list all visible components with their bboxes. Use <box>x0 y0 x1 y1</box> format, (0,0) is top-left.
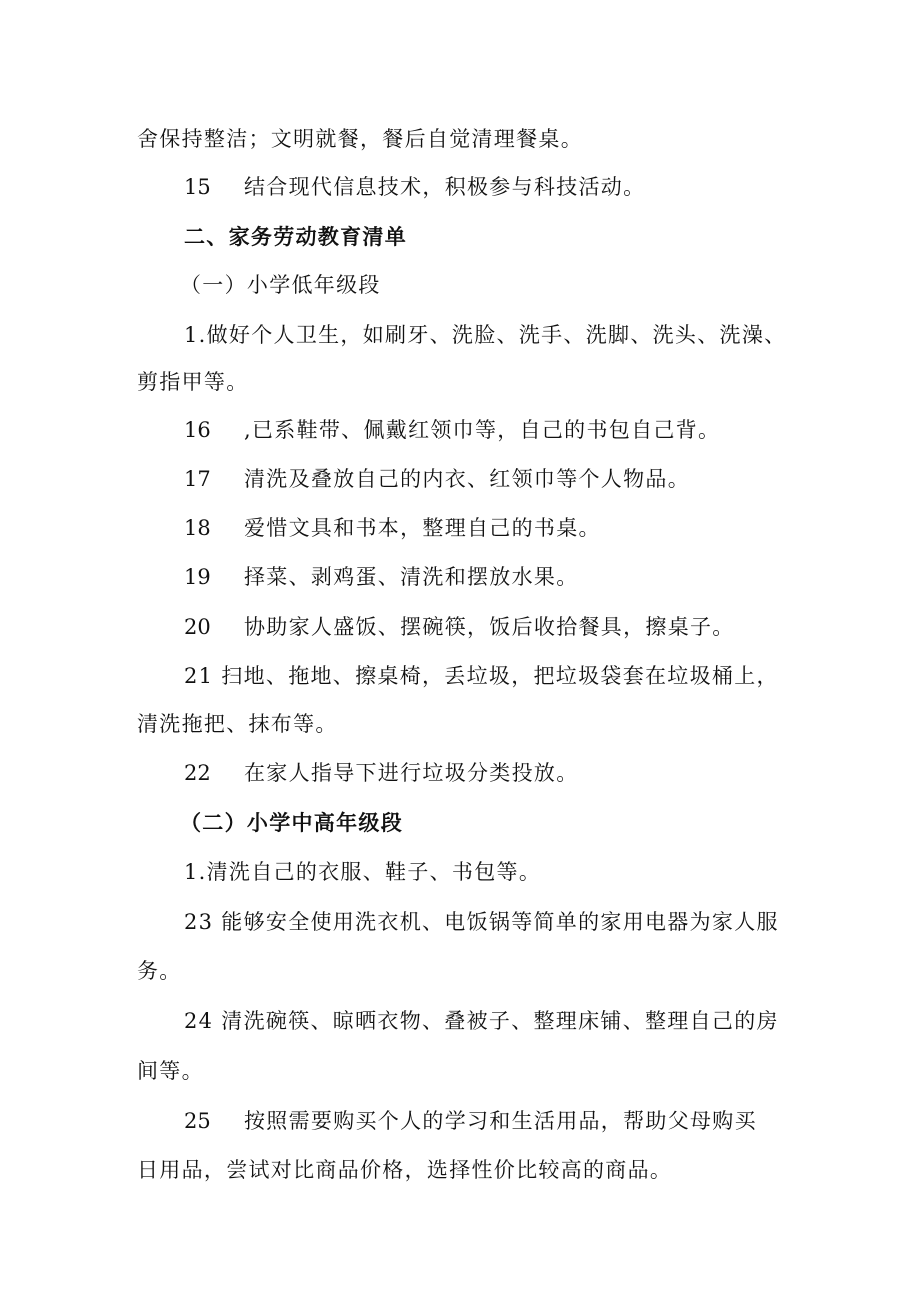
list-item-21: 21 扫地、拖地、擦桌椅，丢垃圾，把垃圾袋套在垃圾桶上， <box>184 664 779 688</box>
item-number: 25 <box>184 1109 211 1133</box>
paragraph-line: 务。 <box>137 959 182 983</box>
list-item-24: 24 清洗碗筷、晾晒衣物、叠被子、整理床铺、整理自己的房 <box>184 1009 779 1033</box>
item-text: 结合现代信息技术，积极参与科技活动。 <box>244 175 646 199</box>
item-text: 协助家人盛饭、摆碗筷，饭后收拾餐具，擦桌子。 <box>244 615 735 639</box>
item-text: 清洗及叠放自己的内衣、红领巾等个人物品。 <box>244 467 690 491</box>
list-item-23: 23 能够安全使用洗衣机、电饭锅等简单的家用电器为家人服 <box>184 910 779 934</box>
item-text: 在家人指导下进行垃圾分类投放。 <box>244 761 579 785</box>
item-text: 爱惜文具和书本，整理自己的书桌。 <box>244 516 601 540</box>
paragraph-line: 剪指甲等。 <box>137 370 249 394</box>
paragraph-line: 1.做好个人卫生，如刷牙、洗脸、洗手、洗脚、洗头、洗澡、 <box>184 323 787 347</box>
list-item-19 <box>184 562 579 592</box>
item-number: 17 <box>184 467 211 491</box>
list-item-22 <box>184 758 579 788</box>
item-number: 18 <box>184 516 211 540</box>
section-heading: 二、家务劳动教育清单 <box>184 224 407 249</box>
item-text: ,已系鞋带、佩戴红领巾等，自己的书包自己背。 <box>244 418 721 442</box>
item-text: 择菜、剥鸡蛋、清洗和摆放水果。 <box>244 565 579 589</box>
paragraph-line: 1.清洗自己的衣服、鞋子、书包等。 <box>184 860 542 884</box>
list-item-15 <box>184 172 645 202</box>
subsection-heading: （一）小学低年级段 <box>180 273 381 297</box>
paragraph-line: 间等。 <box>137 1059 204 1083</box>
list-item-18 <box>184 513 601 543</box>
list-item-17 <box>184 464 690 494</box>
list-item-16 <box>184 415 720 445</box>
item-number: 22 <box>184 761 211 785</box>
item-number: 19 <box>184 565 211 589</box>
paragraph-line: 清洗拖把、抹布等。 <box>137 712 338 736</box>
item-number: 16 <box>184 418 211 442</box>
paragraph-line: 日用品，尝试对比商品价格，选择性价比较高的商品。 <box>137 1158 673 1182</box>
item-text: 按照需要购买个人的学习和生活用品，帮助父母购买 <box>244 1109 757 1133</box>
list-item-25 <box>184 1106 757 1136</box>
item-number: 15 <box>184 175 211 199</box>
item-number: 20 <box>184 615 211 639</box>
list-item-20 <box>184 612 735 642</box>
paragraph-line: 舍保持整洁；文明就餐，餐后自觉清理餐桌。 <box>137 127 583 151</box>
subsection-heading: （二）小学中高年级段 <box>180 810 403 835</box>
